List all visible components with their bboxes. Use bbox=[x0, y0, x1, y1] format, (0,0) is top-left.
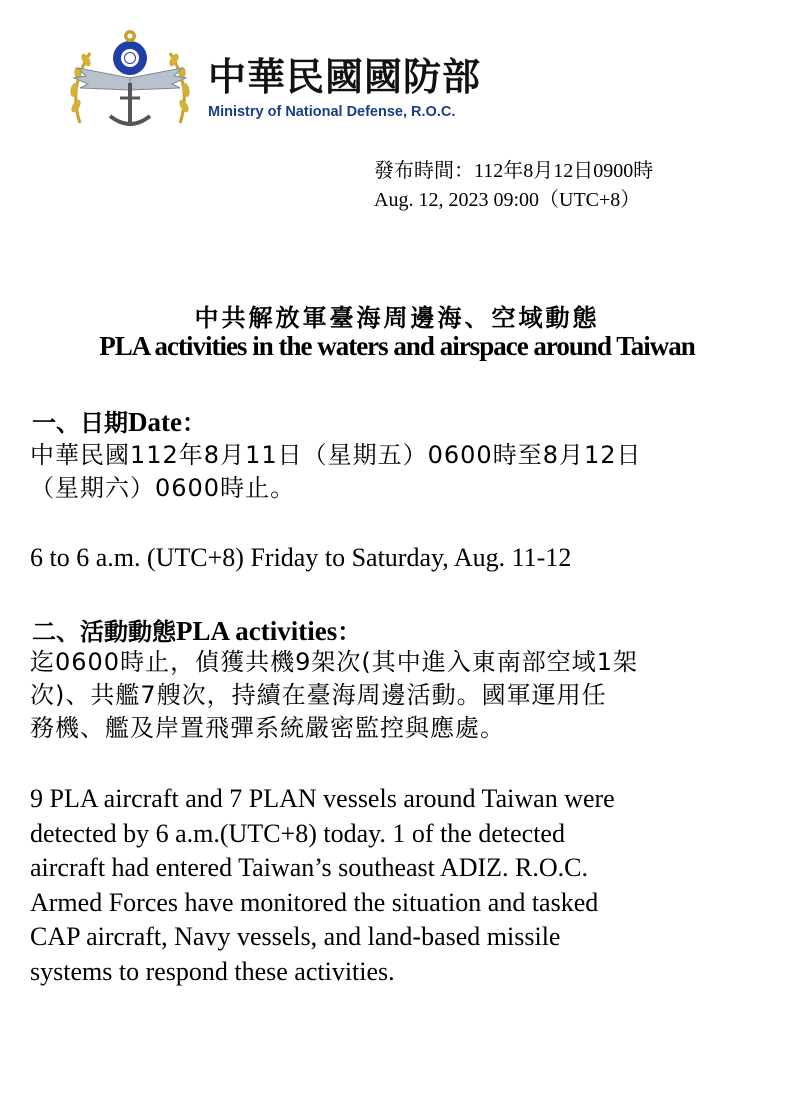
section2-heading-cn: 二、活動動態 bbox=[32, 618, 176, 646]
release-time bbox=[374, 157, 653, 215]
section1-heading-cn: 一、日期 bbox=[32, 409, 128, 437]
section1-heading-en: Date bbox=[128, 407, 182, 437]
section1-heading bbox=[32, 403, 206, 438]
section2-heading-en: PLA activities bbox=[176, 616, 338, 646]
org-name-cn: 中華民國國防部 bbox=[208, 55, 482, 99]
release-time-cn: 發布時間：112年8月12日0900時 bbox=[374, 160, 654, 182]
letterhead bbox=[60, 28, 520, 148]
section2-heading-colon: ： bbox=[337, 618, 362, 646]
title-cn: 中共解放軍臺海周邊海、空域動態 bbox=[194, 304, 600, 332]
section1-heading-colon: ： bbox=[181, 409, 206, 437]
release-time-en: Aug. 12, 2023 09:00（UTC+8） bbox=[374, 189, 641, 211]
section2-body-en: 9 PLA aircraft and 7 PLAN vessels around Taiwan were detected by 6 a.m.(UTC+8) today. 1 of the detected aircraft had entered Taiwan’s southeast ADIZ. R.O.C. Armed Forces have monitored the situation and tasked CAP aircraft, Navy vessels, and land-based missile systems to respond these activities. bbox=[30, 784, 615, 986]
org-name-en: Ministry of National Defense, R.O.C. bbox=[208, 104, 456, 120]
section1-body-cn: 中華民國112年8月11日（星期五）0600時至8月12日 （星期六）0600時止。 bbox=[30, 441, 642, 502]
section1-body-en: 6 to 6 a.m. (UTC+8) Friday to Saturday, Aug. 11-12 bbox=[30, 543, 572, 572]
section2-heading bbox=[32, 612, 361, 647]
section2-body-cn: 迄0600時止，偵獲共機9架次(其中進入東南部空域1架 次)、共艦7艘次，持續在臺海周邊活動。國軍運用任 務機、艦及岸置飛彈系統嚴密監控與應處。 bbox=[30, 648, 638, 742]
mnd-emblem-icon bbox=[60, 28, 200, 140]
title-en: PLA activities in the waters and airspace around Taiwan bbox=[99, 331, 695, 361]
